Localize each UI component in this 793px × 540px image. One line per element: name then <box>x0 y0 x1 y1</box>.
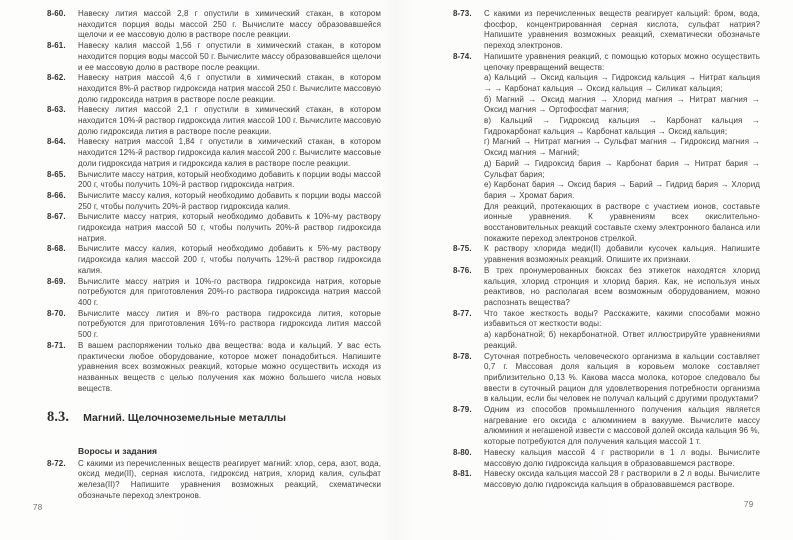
exercise-first-paragraph: 8-71. В вашем распоряжении только два вещества: вода и кальций. У вас есть практически любое оборудование, которое может понадобиться. Напишите уравнения всех возможных реакций, которые можно осуществить исходя из названных веществ с целью получения как можно большего числа новых веществ. <box>47 340 381 393</box>
exercise-number: 8-72. <box>47 458 66 468</box>
exercise-first-paragraph: 8-70. Вычислите массу лития и 8%-го раствора гидроксида лития, которые потребуются для приготовления 16%-го раствора гидроксида лития массой 500 г. <box>47 308 381 340</box>
exercise-item <box>47 212 381 244</box>
exercise-paragraph: е) Карбонат бария → Оксид бария → Барий → Гидрид бария → Хлорид бария → Хромат бария. <box>484 180 760 200</box>
exercise-item <box>47 459 381 502</box>
exercise-item <box>47 137 381 169</box>
exercise-item <box>453 448 760 469</box>
exercise-number: 8-78. <box>453 351 472 361</box>
exercise-first-paragraph: 8-61. Навеску калия массой 1,56 г опустили в химический стакан, в котором находится порция воды массой 50 г. Вычислите массу образовавшейся щелочи и ее массовую долю в растворе после реакции. <box>47 41 381 72</box>
exercise-item <box>453 352 760 406</box>
exercise-number: 8-69. <box>47 276 66 286</box>
exercise-first-paragraph: 8-65. Вычислите массу натрия, который необходимо добавить к порции воды массой 200 г, чтобы получить 10%-й раствор гидроксида натрия. <box>47 169 381 190</box>
exercise-first-paragraph: 8-74. Напишите уравнения реакций, с помощью которых можно осуществить цепочку превращений веществ: <box>453 51 760 72</box>
exercise-item <box>47 9 381 41</box>
exercise-paragraph: в) Кальций → Гидроксид кальция → Карбонат кальция → Гидрокарбонат кальция → Карбонат кальция → Оксид кальция; <box>484 116 760 136</box>
exercise-item <box>453 469 760 490</box>
exercise-paragraph: а) Кальций → Оксид кальция → Гидроксид кальция → Нитрат кальция → → Карбонат кальция → Оксид кальция → Силикат кальция; <box>484 73 760 93</box>
exercise-first-paragraph: 8-79. Одним из способов промышленного получения кальция является нагревание его оксида с алюминием в вакууме. Вычислите массу алюминия и негашеной извести с массовой долей оксида кальция 96 %, которые потребуются для получения кальция массой 1 т. <box>453 405 760 447</box>
exercise-first-paragraph: 8-73. С какими из перечисленных веществ реагирует кальций: бром, вода, фосфор, концентрированная серная кислота, сульфат натрия? Напишите уравнения возможных реакций, схематически обозначьте переход электронов. <box>453 9 760 51</box>
exercise-paragraph: Для реакций, протекающих в растворе с участием ионов, составьте ионные уравнения. К уравнениям всех окислительно-восстановительных реакций составьте схему электронного баланса или покажите переход электронов стрелкой. <box>484 201 760 243</box>
exercise-item <box>47 341 381 395</box>
exercise-number: 8-73. <box>453 9 472 18</box>
section-title: Магний. Щелочноземельные металлы <box>83 412 287 425</box>
exercise-item <box>47 277 381 309</box>
exercise-paragraph: б) Магний → Оксид магния → Хлорид магния → Нитрат магния → Оксид магния → Ортофосфат магния; <box>484 94 760 115</box>
exercise-number: 8-65. <box>47 169 66 179</box>
exercise-number: 8-70. <box>47 308 66 318</box>
questions-subheading: Воросы и задания <box>78 446 158 457</box>
exercise-number: 8-75. <box>453 244 472 254</box>
exercise-first-paragraph: 8-62. Навеску натрия массой 4,6 г опустили в химический стакан, в котором находится 8%-й раствор гидроксида натрия массой 250 г. Вычислите массовую долю гидроксида натрия в растворе после реакции. <box>47 73 381 104</box>
exercise-paragraph: д) Барий → Гидроксид бария → Карбонат бария → Нитрат бария → Сульфат бария; <box>484 158 760 179</box>
exercise-first-paragraph: 8-69. Вычислите массу натрия и 10%-го раствора гидроксида натрия, которые потребуются для приготовления 20%-го раствора гидроксида натрия массой 400 г. <box>47 276 381 307</box>
exercise-number: 8-61. <box>47 41 66 51</box>
exercise-first-paragraph: 8-78. Суточная потребность человеческого организма в кальции составляет 0,7 г. Массовая доля кальция в коровьем молоке составляет приблизительно 0,13 %. Какова масса молока, которое следовало бы ввести в суточный рацион для удовлетворения потребности организма в кальции, если бы человек не получал кальций с другими продуктами? <box>453 351 760 404</box>
exercise-item <box>47 309 381 341</box>
exercise-list-left-after <box>47 459 381 502</box>
exercise-first-paragraph: 8-80. Навеску кальция массой 4 г растворили в 1 л воды. Вычислите массовую долю гидроксида кальция в образовавшемся растворе. <box>453 447 760 468</box>
exercise-first-paragraph: 8-63. Навеску лития массой 2,1 г опустили в химический стакан, в котором находится 10%-й раствор гидроксида лития массой 100 г. Вычислите массовую долю гидроксида лития в растворе после реакции. <box>47 105 381 136</box>
exercise-first-paragraph: 8-75. К раствору хлорида меди(II) добавили кусочек кальция. Напишите уравнения возможных реакций. Опишите их признаки. <box>453 244 760 265</box>
exercise-item <box>47 244 381 276</box>
exercise-first-paragraph: 8-81. Навеску оксида кальция массой 28 г растворили в 2 л воды. Вычислите массовую долю гидроксида кальция в образовавшемся растворе. <box>453 469 760 489</box>
exercise-number: 8-71. <box>47 340 66 350</box>
exercise-item <box>47 191 381 212</box>
exercise-item <box>453 266 760 309</box>
exercise-item <box>47 105 381 137</box>
exercise-first-paragraph: 8-66. Вычислите массу калия, который необходимо добавить к порции воды массой 250 г, чтобы получить 20%-й раствор гидроксида калия. <box>47 190 381 211</box>
exercise-number: 8-80. <box>453 447 472 457</box>
page-number-left: 78 <box>33 503 43 512</box>
exercise-number: 8-81. <box>453 469 472 479</box>
exercise-first-paragraph: 8-72. С какими из перечисленных веществ реагирует магний: хлор, сера, азот, вода, оксид меди(II), серная кислота, гидроксид натрия, хлорид калия, сульфат железа(II)? Напишите уравнения возможных реакций, схематически обозначьте переход электронов. <box>47 458 381 500</box>
exercise-item <box>453 52 760 245</box>
exercise-number: 8-68. <box>47 244 66 254</box>
exercise-item <box>47 73 381 105</box>
exercise-number: 8-77. <box>453 308 472 318</box>
exercise-number: 8-79. <box>453 405 472 415</box>
exercise-first-paragraph: 8-76. В трех пронумерованных бюксах без этикеток находятся хлорид кальция, хлорид стронция и хлорид бария. Как, не используя иных реактивов, но располагая всем возможным оборудованием, можно распознать вещества? <box>453 265 760 307</box>
exercise-number: 8-74. <box>453 51 472 61</box>
exercise-number: 8-66. <box>47 190 66 200</box>
right-page <box>453 9 760 491</box>
exercise-number: 8-76. <box>453 265 472 275</box>
exercise-number: 8-64. <box>47 137 66 147</box>
exercise-number: 8-67. <box>47 212 66 222</box>
page-number-right: 79 <box>744 500 754 509</box>
exercise-first-paragraph: 8-77. Что такое жесткость воды? Расскажите, какими способами можно избавиться от жесткости воды: <box>453 308 760 329</box>
exercise-item <box>453 309 760 352</box>
exercise-list-left <box>47 9 381 394</box>
left-page <box>47 9 381 502</box>
exercise-first-paragraph: 8-64. Навеску натрия массой 1,84 г опустили в химический стакан, в котором находится 12%-й раствор гидроксида калия массой 200 г. Вычислите массовые доли гидроксида натрия и гидроксида калия в растворе после реакции. <box>47 137 381 168</box>
exercise-first-paragraph: 8-67. Вычислите массу натрия, который необходимо добавить к 10%-му раствору гидроксида натрия массой 50 г, чтобы получить 20%-й раствор гидроксида натрия. <box>47 212 381 243</box>
section-number: 8.3. <box>47 409 70 426</box>
exercise-item <box>453 405 760 448</box>
exercise-paragraph: г) Магний → Нитрат магния → Сульфат магния → Гидроксид магния → Оксид магния → Магний; <box>484 137 760 158</box>
section-heading <box>47 409 381 426</box>
exercise-number: 8-60. <box>47 9 66 18</box>
exercise-number: 8-63. <box>47 105 66 115</box>
exercise-paragraph: а) карбонатной; б) некарбонатной. Ответ иллюстрируйте уравнениями реакций. <box>484 330 760 350</box>
exercise-number: 8-62. <box>47 73 66 83</box>
exercise-first-paragraph: 8-68. Вычислите массу калия, который необходимо добавить к 5%-му раствору гидроксида калия массой 200 г, чтобы получить 12%-й раствор гидроксида калия. <box>47 244 381 275</box>
exercise-item <box>47 170 381 191</box>
exercise-item <box>47 41 381 73</box>
exercise-item <box>453 244 760 265</box>
exercise-first-paragraph: 8-60. Навеску лития массой 2,8 г опустили в химический стакан, в котором находится порция воды массой 250 г. Вычислите массу образовавшейся щелочи и ее массовую долю в растворе после реакции. <box>47 9 381 40</box>
exercise-list-right <box>453 9 760 491</box>
exercise-item <box>453 9 760 52</box>
